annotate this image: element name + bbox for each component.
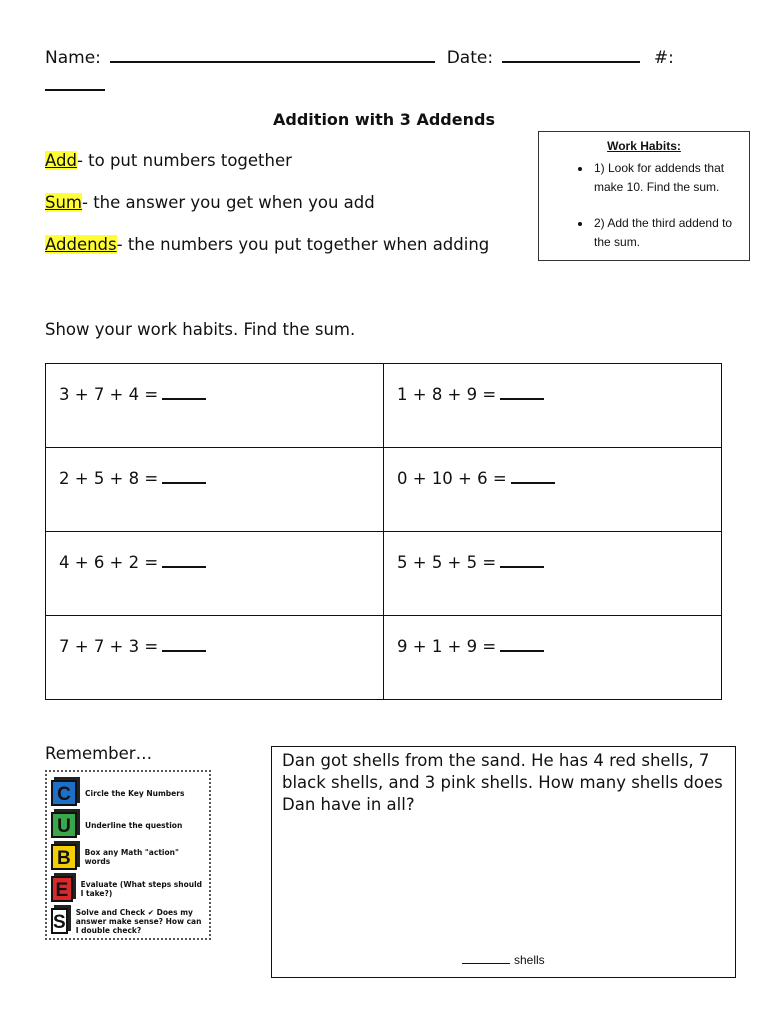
answer-blank[interactable] [162, 468, 206, 484]
name-label: Name: [45, 48, 101, 68]
date-label: Date: [446, 48, 494, 68]
answer-blank[interactable] [162, 384, 206, 400]
problem-expression: 0 + 10 + 6 = [397, 469, 507, 488]
remember-label: Remember… [45, 744, 153, 763]
answer-blank[interactable] [162, 636, 206, 652]
cube-b-icon: B [51, 844, 77, 870]
number-label: #: [653, 48, 674, 68]
date-field[interactable] [502, 46, 640, 63]
term-addends: Addends [45, 235, 117, 254]
work-habit-item: • 1) Look for addends that make 10. Find the sum. [592, 159, 749, 197]
work-habits-box [538, 131, 750, 261]
cubes-strategy-poster [45, 770, 211, 940]
answer-blank[interactable] [462, 963, 510, 964]
table-row [46, 532, 722, 616]
word-problem-text: Dan got shells from the sand. He has 4 red shells, 7 black shells, and 3 pink shells. How many shells does Dan have in all? [282, 751, 723, 814]
problem-cell [384, 364, 722, 448]
name-field[interactable] [110, 46, 435, 63]
problem-cell [46, 616, 384, 700]
answer-blank[interactable] [500, 552, 544, 568]
work-habits-title: Work Habits: [607, 139, 681, 153]
problem-expression: 4 + 6 + 2 = [59, 553, 159, 572]
problem-expression: 9 + 1 + 9 = [397, 637, 497, 656]
cube-row-c [51, 778, 205, 808]
cube-u-icon: U [51, 812, 77, 838]
word-problem-box [271, 746, 736, 978]
cube-s-icon: S [51, 908, 68, 934]
problem-expression: 3 + 7 + 4 = [59, 385, 159, 404]
answer-blank[interactable] [511, 468, 555, 484]
cube-row-e [51, 874, 205, 904]
answer-blank[interactable] [500, 636, 544, 652]
problem-expression: 5 + 5 + 5 = [397, 553, 497, 572]
definition-text: - the numbers you put together when adding [116, 235, 490, 254]
page-title: Addition with 3 Addends [273, 110, 495, 129]
cube-text: Circle the Key Numbers [85, 788, 185, 798]
answer-unit: shells [514, 953, 545, 967]
problem-cell [384, 532, 722, 616]
definition-sum [45, 193, 375, 212]
problem-expression: 1 + 8 + 9 = [397, 385, 497, 404]
problem-cell [46, 364, 384, 448]
answer-blank[interactable] [162, 552, 206, 568]
cube-c-icon: C [51, 780, 77, 806]
work-habits-list [539, 159, 749, 252]
problem-cell [46, 448, 384, 532]
definition-addends [45, 235, 489, 254]
definition-text: - the answer you get when you add [82, 193, 375, 212]
instruction: Show your work habits. Find the sum. [45, 320, 356, 339]
problem-expression: 7 + 7 + 3 = [59, 637, 159, 656]
table-row [46, 616, 722, 700]
work-habit-item: • 2) Add the third addend to the sum. [592, 214, 749, 252]
definition-add [45, 151, 292, 170]
definition-text: - to put numbers together [76, 151, 292, 170]
cube-row-s [51, 906, 205, 936]
term-add: Add [45, 151, 77, 170]
cube-e-icon: E [51, 876, 73, 902]
cube-row-b [51, 842, 205, 872]
problem-cell [384, 616, 722, 700]
word-problem-answer [462, 949, 545, 971]
problem-cell [384, 448, 722, 532]
problem-cell [46, 532, 384, 616]
term-sum: Sum [45, 193, 83, 212]
number-field[interactable] [45, 74, 105, 91]
cube-row-u [51, 810, 205, 840]
header-line [45, 46, 674, 96]
problem-expression: 2 + 5 + 8 = [59, 469, 159, 488]
cube-text: Underline the question [85, 820, 183, 830]
table-row [46, 448, 722, 532]
cube-text: Solve and Check ✔ Does my answer make sense? How can I double check? [75, 907, 202, 935]
problem-grid [45, 363, 722, 700]
cube-text: Box any Math "action" words [84, 848, 179, 866]
cube-text: Evaluate (What steps should I take?) [80, 880, 203, 898]
answer-blank[interactable] [500, 384, 544, 400]
table-row [46, 364, 722, 448]
